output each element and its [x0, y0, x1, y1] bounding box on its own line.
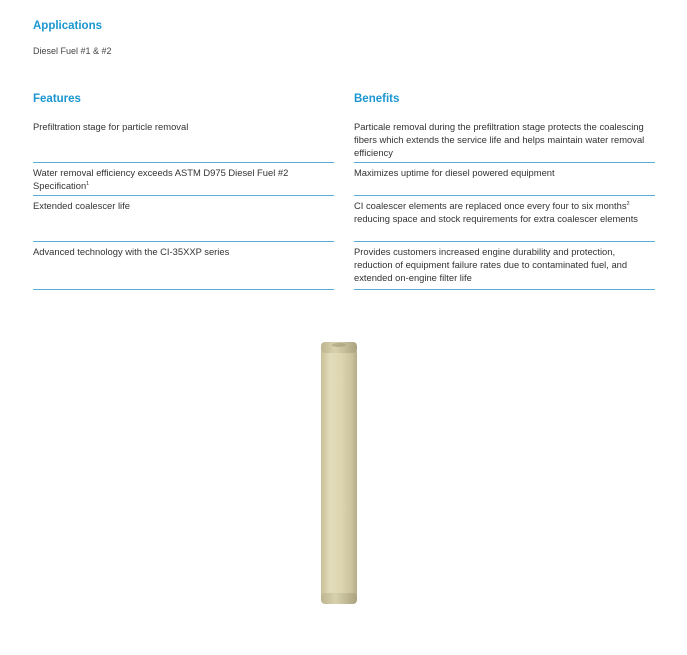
footnote-marker: 1 [86, 181, 90, 187]
benefit-cell [354, 163, 655, 196]
feature-cell [33, 163, 334, 196]
cartridge-bottom-cap [321, 593, 357, 604]
benefit-cell [354, 196, 655, 242]
table-row [33, 242, 655, 290]
features-benefits-table [33, 118, 655, 290]
benefits-heading: Benefits [354, 93, 400, 105]
benefit-cell [354, 242, 655, 290]
benefit-text: Maximizes uptime for diesel powered equipment [354, 167, 555, 178]
benefit-text-continued: reducing space and stock requirements for extra coalescer elements [354, 213, 638, 224]
features-heading: Features [33, 93, 81, 105]
feature-text: Prefiltration stage for particle removal [33, 121, 189, 132]
feature-cell [33, 242, 334, 290]
feature-text: Extended coalescer life [33, 200, 130, 211]
footnote-marker: 2 [626, 201, 630, 207]
table-row [33, 163, 655, 196]
feature-text: Water removal efficiency exceeds ASTM D975 Diesel Fuel #2 Specification [33, 167, 289, 191]
feature-cell [33, 118, 334, 163]
benefit-text: Particale removal during the prefiltration stage protects the coalescing fibers which extends the service life and helps maintain water removal efficiency [354, 121, 645, 158]
feature-cell [33, 196, 334, 242]
benefit-text: CI coalescer elements are replaced once every four to six months [354, 200, 627, 211]
table-row [33, 118, 655, 163]
cartridge-body [321, 349, 357, 601]
filter-cartridge-icon [320, 341, 358, 605]
benefit-cell [354, 118, 655, 163]
applications-text: Diesel Fuel #1 & #2 [33, 46, 112, 56]
benefit-text: Provides customers increased engine durability and protection, reduction of equipment failure rates due to contaminated fuel, and extended on-engine filter life [354, 246, 628, 283]
cartridge-top-opening [332, 343, 346, 347]
table-row [33, 196, 655, 242]
feature-text: Advanced technology with the CI-35XXP series [33, 246, 230, 257]
applications-heading: Applications [33, 20, 103, 32]
